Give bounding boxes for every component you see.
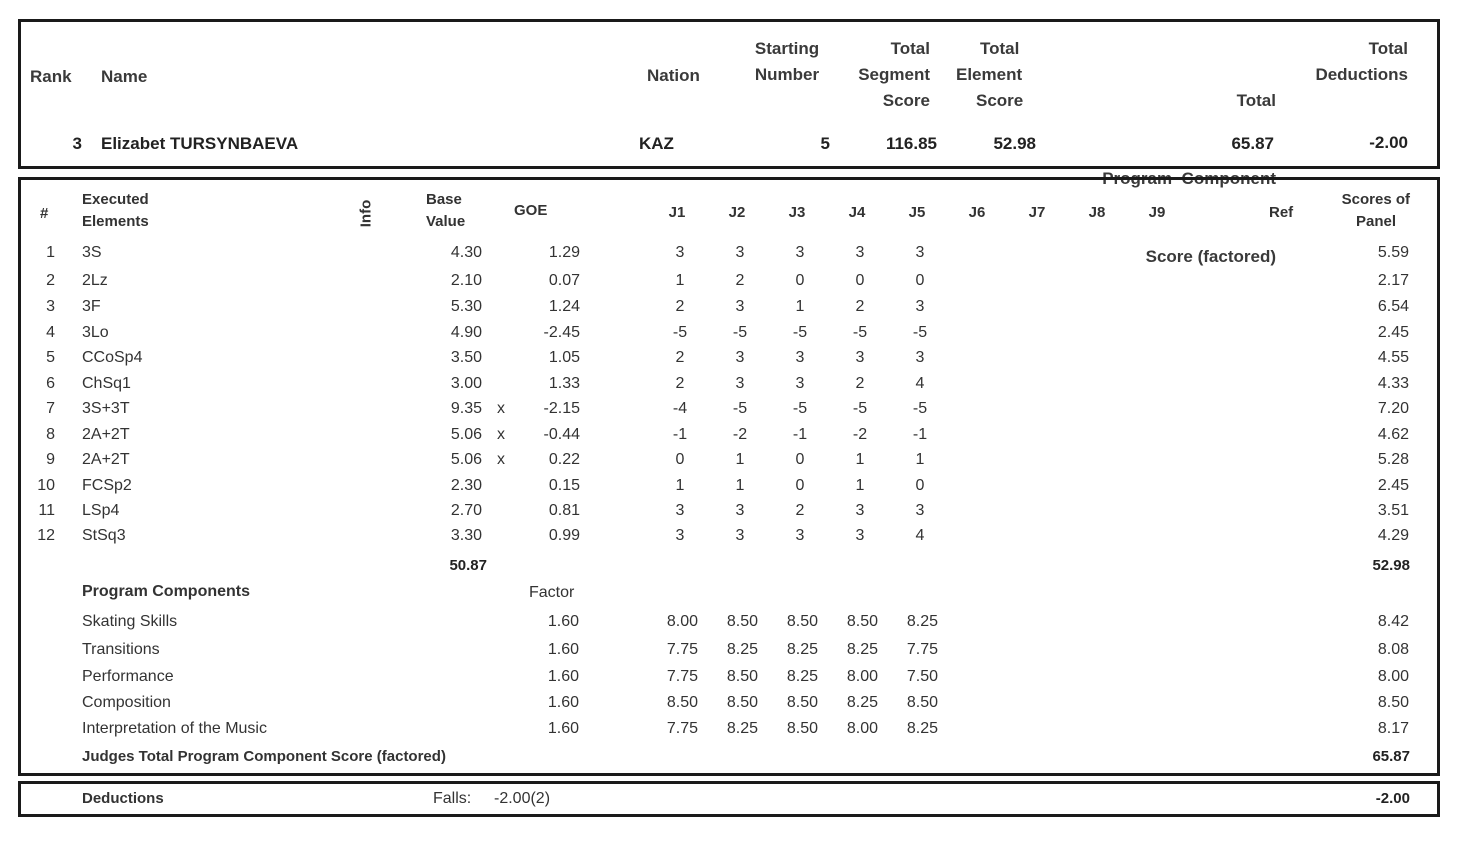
judge-score-j4: -2 bbox=[852, 426, 868, 443]
component-judge-j1: 8.00 bbox=[666, 613, 698, 630]
base-value: 5.06 bbox=[450, 451, 482, 468]
judge-score-j1: 2 bbox=[675, 298, 685, 315]
judges-total-pcs-label: Judges Total Program Component Score (factored) bbox=[82, 748, 446, 765]
judge-score-j2: 1 bbox=[735, 451, 745, 468]
header-goe: GOE bbox=[514, 202, 548, 219]
judge-score-j2: 3 bbox=[735, 502, 745, 519]
component-judge-j3: 8.50 bbox=[786, 720, 818, 737]
header-nation: Nation bbox=[647, 66, 700, 85]
info-marker: x bbox=[497, 426, 505, 443]
judge-score-j5: 3 bbox=[915, 298, 925, 315]
element-num: 4 bbox=[46, 324, 55, 341]
component-name: Interpretation of the Music bbox=[82, 720, 267, 737]
component-name: Transitions bbox=[82, 641, 160, 658]
judge-score-j3: -1 bbox=[792, 426, 808, 443]
element-num: 1 bbox=[46, 244, 55, 261]
panel-score: 6.54 bbox=[1377, 298, 1409, 315]
component-factor: 1.60 bbox=[547, 641, 579, 658]
component-judge-j4: 8.00 bbox=[846, 668, 878, 685]
judge-score-j5: 4 bbox=[915, 375, 925, 392]
component-judge-j3: 8.50 bbox=[786, 613, 818, 630]
judge-score-j5: -5 bbox=[912, 400, 928, 417]
starting-number-value: 5 bbox=[820, 134, 830, 153]
goe-value: -2.15 bbox=[543, 400, 580, 417]
total-pcs-value: 65.87 bbox=[1231, 134, 1274, 153]
header-judge-6: J6 bbox=[968, 204, 986, 221]
judge-score-j3: -5 bbox=[792, 400, 808, 417]
judge-score-j1: 3 bbox=[675, 527, 685, 544]
component-judge-j4: 8.25 bbox=[846, 641, 878, 658]
judge-score-j1: 3 bbox=[675, 502, 685, 519]
panel-score: 4.29 bbox=[1377, 527, 1409, 544]
judge-score-j3: 3 bbox=[795, 375, 805, 392]
element-num: 9 bbox=[46, 451, 55, 468]
goe-value: -2.45 bbox=[543, 324, 580, 341]
component-judge-j2: 8.50 bbox=[726, 613, 758, 630]
judge-score-j5: 0 bbox=[915, 272, 925, 289]
judge-score-j3: 1 bbox=[795, 298, 805, 315]
base-value: 2.70 bbox=[450, 502, 482, 519]
judge-score-j4: 3 bbox=[855, 349, 865, 366]
header-scores-of-panel: Scores of Panel bbox=[1341, 191, 1410, 230]
component-judge-j2: 8.50 bbox=[726, 668, 758, 685]
panel-score: 3.51 bbox=[1377, 502, 1409, 519]
element-code: 3S bbox=[82, 244, 102, 261]
deductions-box bbox=[18, 781, 1440, 817]
header-judge-3: J3 bbox=[788, 204, 806, 221]
judge-score-j1: 1 bbox=[675, 477, 685, 494]
header-rank: Rank bbox=[30, 67, 72, 86]
skater-name: Elizabet TURSYNBAEVA bbox=[101, 134, 299, 153]
element-code: 2Lz bbox=[82, 272, 108, 289]
base-value: 4.30 bbox=[450, 244, 482, 261]
goe-value: 0.15 bbox=[548, 477, 580, 494]
panel-score: 7.20 bbox=[1377, 400, 1409, 417]
goe-value: 0.22 bbox=[548, 451, 580, 468]
element-num: 5 bbox=[46, 349, 55, 366]
base-value: 3.30 bbox=[450, 527, 482, 544]
judge-score-j3: 3 bbox=[795, 349, 805, 366]
component-judge-j4: 8.50 bbox=[846, 613, 878, 630]
judge-score-j4: 3 bbox=[855, 502, 865, 519]
base-value: 4.90 bbox=[450, 324, 482, 341]
component-judge-j3: 8.50 bbox=[786, 694, 818, 711]
panel-score: 2.17 bbox=[1377, 272, 1409, 289]
component-judge-j1: 7.75 bbox=[666, 641, 698, 658]
judge-score-j1: 2 bbox=[675, 349, 685, 366]
element-num: 12 bbox=[37, 527, 55, 544]
goe-value: 0.81 bbox=[548, 502, 580, 519]
element-num: 6 bbox=[46, 375, 55, 392]
component-factor: 1.60 bbox=[547, 668, 579, 685]
judge-score-j3: 3 bbox=[795, 527, 805, 544]
element-code: 2A+2T bbox=[82, 451, 130, 468]
program-components-title: Program Components bbox=[82, 583, 251, 600]
header-num: # bbox=[40, 205, 49, 222]
goe-value: -0.44 bbox=[543, 426, 580, 443]
nation-value: KAZ bbox=[639, 134, 674, 153]
judge-score-j2: 2 bbox=[735, 272, 745, 289]
element-code: LSp4 bbox=[82, 502, 120, 519]
header-total-deductions: Total Deductions bbox=[1315, 39, 1408, 84]
component-judge-j1: 7.75 bbox=[666, 668, 698, 685]
element-code: CCoSp4 bbox=[82, 349, 143, 366]
judge-score-j5: 3 bbox=[915, 244, 925, 261]
component-judge-j1: 7.75 bbox=[666, 720, 698, 737]
judge-score-j1: 2 bbox=[675, 375, 685, 392]
judge-score-j2: 3 bbox=[735, 375, 745, 392]
total-segment-score-value: 116.85 bbox=[885, 134, 937, 153]
base-value: 5.06 bbox=[450, 426, 482, 443]
component-judge-j4: 8.25 bbox=[846, 694, 878, 711]
component-judge-j5: 8.25 bbox=[906, 720, 938, 737]
judge-score-j3: 2 bbox=[795, 502, 805, 519]
rank-value: 3 bbox=[72, 134, 82, 153]
judge-score-j1: 0 bbox=[675, 451, 685, 468]
header-total-element-score: Total Element Score bbox=[956, 39, 1024, 110]
header-judge-7: J7 bbox=[1028, 204, 1046, 221]
base-value: 9.35 bbox=[450, 400, 482, 417]
judge-score-j4: 3 bbox=[855, 244, 865, 261]
factor-label: Factor bbox=[529, 584, 575, 601]
falls-value: -2.00(2) bbox=[494, 790, 551, 807]
component-panel: 8.17 bbox=[1377, 720, 1409, 737]
judge-score-j4: 1 bbox=[855, 477, 865, 494]
component-judge-j5: 7.50 bbox=[906, 668, 938, 685]
element-num: 2 bbox=[46, 272, 55, 289]
component-judge-j3: 8.25 bbox=[786, 668, 818, 685]
judge-score-j2: 1 bbox=[735, 477, 745, 494]
judge-score-j1: 1 bbox=[675, 272, 685, 289]
header-judge-4: J4 bbox=[848, 204, 866, 221]
base-value-total: 50.87 bbox=[449, 557, 487, 574]
judge-score-j5: 3 bbox=[915, 349, 925, 366]
judge-score-j4: 1 bbox=[855, 451, 865, 468]
header-starting-number: Starting Number bbox=[754, 39, 820, 84]
judge-score-j5: 1 bbox=[915, 451, 925, 468]
judge-score-j4: 3 bbox=[855, 527, 865, 544]
judge-score-j1: -4 bbox=[672, 400, 688, 417]
component-panel: 8.08 bbox=[1377, 641, 1409, 658]
element-num: 8 bbox=[46, 426, 55, 443]
component-factor: 1.60 bbox=[547, 694, 579, 711]
goe-value: 1.24 bbox=[548, 298, 580, 315]
header-info: Info bbox=[357, 199, 375, 228]
component-judge-j2: 8.25 bbox=[726, 720, 758, 737]
goe-value: 1.29 bbox=[548, 244, 580, 261]
judge-score-j4: 2 bbox=[855, 375, 865, 392]
component-judge-j5: 7.75 bbox=[906, 641, 938, 658]
judge-score-j3: 3 bbox=[795, 244, 805, 261]
header-judge-2: J2 bbox=[728, 204, 746, 221]
component-name: Composition bbox=[82, 694, 171, 711]
panel-score: 4.55 bbox=[1377, 349, 1409, 366]
goe-value: 0.07 bbox=[548, 272, 580, 289]
deductions-total: -2.00 bbox=[1375, 790, 1410, 807]
judge-score-j5: 4 bbox=[915, 527, 925, 544]
judge-score-j4: 2 bbox=[855, 298, 865, 315]
judge-score-j3: 0 bbox=[795, 272, 805, 289]
panel-score: 4.62 bbox=[1377, 426, 1409, 443]
header-ref: Ref bbox=[1269, 204, 1294, 221]
component-factor: 1.60 bbox=[547, 613, 579, 630]
element-code: ChSq1 bbox=[82, 375, 131, 392]
judge-score-j2: -2 bbox=[732, 426, 748, 443]
judge-score-j1: -1 bbox=[672, 426, 688, 443]
element-code: 3F bbox=[82, 298, 101, 315]
judge-score-j1: 3 bbox=[675, 244, 685, 261]
element-num: 7 bbox=[46, 400, 55, 417]
panel-total-elements: 52.98 bbox=[1372, 557, 1410, 574]
component-panel: 8.42 bbox=[1377, 613, 1409, 630]
header-judge-8: J8 bbox=[1088, 204, 1106, 221]
judge-score-j2: -5 bbox=[732, 324, 748, 341]
base-value: 3.00 bbox=[450, 375, 482, 392]
component-judge-j3: 8.25 bbox=[786, 641, 818, 658]
judge-score-j3: 0 bbox=[795, 451, 805, 468]
component-judge-j5: 8.25 bbox=[906, 613, 938, 630]
judge-score-j2: 3 bbox=[735, 244, 745, 261]
panel-score: 5.28 bbox=[1377, 451, 1409, 468]
component-factor: 1.60 bbox=[547, 720, 579, 737]
total-deductions-value: -2.00 bbox=[1369, 133, 1408, 152]
element-code: FCSp2 bbox=[82, 477, 132, 494]
base-value: 2.10 bbox=[450, 272, 482, 289]
base-value: 5.30 bbox=[450, 298, 482, 315]
header-executed-elements: Executed Elements bbox=[82, 191, 149, 230]
judge-score-j2: 3 bbox=[735, 298, 745, 315]
judge-score-j5: -1 bbox=[912, 426, 928, 443]
element-code: 2A+2T bbox=[82, 426, 130, 443]
judge-score-j2: -5 bbox=[732, 400, 748, 417]
element-code: 3S+3T bbox=[82, 400, 130, 417]
component-judge-j2: 8.25 bbox=[726, 641, 758, 658]
element-code: 3Lo bbox=[82, 324, 109, 341]
header-judge-5: J5 bbox=[908, 204, 926, 221]
panel-score: 2.45 bbox=[1377, 324, 1409, 341]
component-judge-j1: 8.50 bbox=[666, 694, 698, 711]
info-marker: x bbox=[497, 400, 505, 417]
header-judge-1: J1 bbox=[668, 204, 686, 221]
goe-value: 1.33 bbox=[548, 375, 580, 392]
total-element-score-value: 52.98 bbox=[993, 134, 1036, 153]
header-total-pcs: Total Program Component Score (factored) bbox=[1102, 91, 1276, 266]
falls-label: Falls: bbox=[433, 790, 472, 807]
judge-score-j2: 3 bbox=[735, 527, 745, 544]
judge-score-j3: -5 bbox=[792, 324, 808, 341]
header-total-segment-score: Total Segment Score bbox=[858, 39, 930, 110]
element-num: 11 bbox=[38, 502, 55, 519]
element-code: StSq3 bbox=[82, 527, 126, 544]
component-judge-j5: 8.50 bbox=[906, 694, 938, 711]
goe-value: 1.05 bbox=[548, 349, 580, 366]
panel-score: 5.59 bbox=[1377, 244, 1409, 261]
judges-total-pcs-value: 65.87 bbox=[1372, 748, 1410, 765]
component-judge-j4: 8.00 bbox=[846, 720, 878, 737]
element-num: 3 bbox=[46, 298, 55, 315]
judge-score-j4: 0 bbox=[855, 272, 865, 289]
panel-score: 2.45 bbox=[1377, 477, 1409, 494]
header-judge-9: J9 bbox=[1148, 204, 1166, 221]
info-marker: x bbox=[497, 451, 505, 468]
header-name: Name bbox=[101, 67, 148, 86]
judge-score-j2: 3 bbox=[735, 349, 745, 366]
base-value: 3.50 bbox=[450, 349, 482, 366]
base-value: 2.30 bbox=[450, 477, 482, 494]
judge-score-j1: -5 bbox=[672, 324, 688, 341]
judge-score-j3: 0 bbox=[795, 477, 805, 494]
judge-score-j5: 0 bbox=[915, 477, 925, 494]
component-judge-j2: 8.50 bbox=[726, 694, 758, 711]
component-panel: 8.50 bbox=[1377, 694, 1409, 711]
panel-score: 4.33 bbox=[1377, 375, 1409, 392]
judge-score-j4: -5 bbox=[852, 400, 868, 417]
deductions-label: Deductions bbox=[82, 790, 164, 807]
header-base-value: Base Value bbox=[426, 191, 466, 230]
goe-value: 0.99 bbox=[548, 527, 580, 544]
judge-score-j5: -5 bbox=[912, 324, 928, 341]
component-name: Skating Skills bbox=[82, 613, 178, 630]
element-num: 10 bbox=[37, 477, 55, 494]
component-panel: 8.00 bbox=[1377, 668, 1409, 685]
judge-score-j5: 3 bbox=[915, 502, 925, 519]
judge-score-j4: -5 bbox=[852, 324, 868, 341]
component-name: Performance bbox=[82, 668, 174, 685]
